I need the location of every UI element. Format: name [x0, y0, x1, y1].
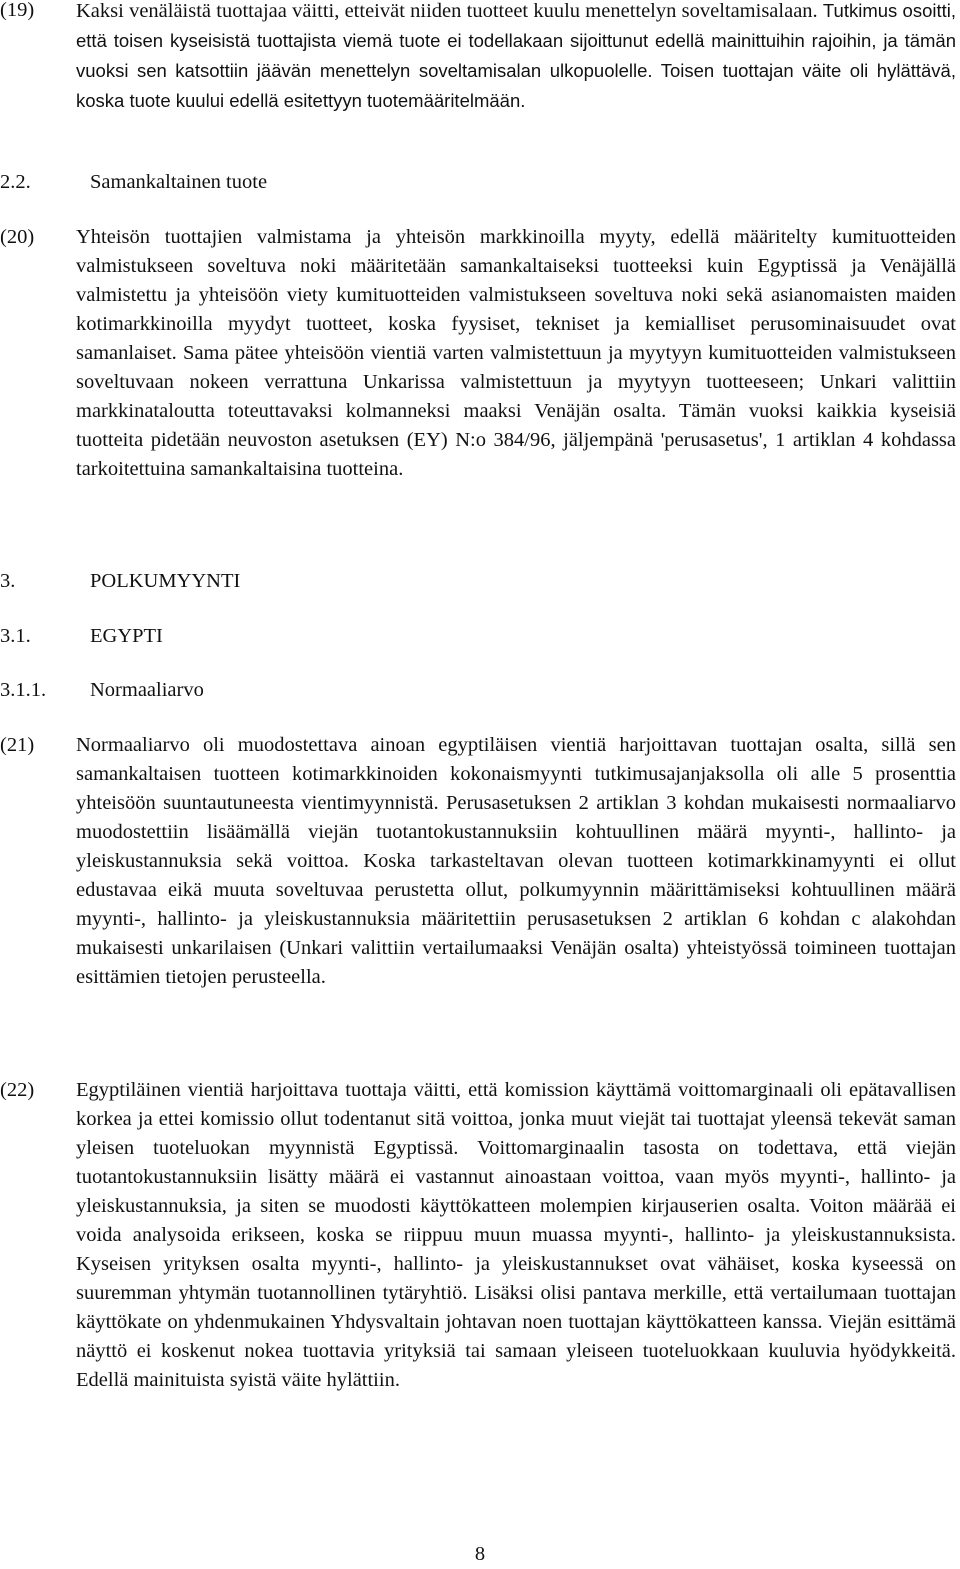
paragraph-19 [0, 0, 956, 116]
paragraph-number: (22) [0, 1079, 35, 1101]
section-heading-3-1 [0, 622, 956, 651]
section-number: 3.1. [0, 625, 31, 647]
paragraph-body: Egyptiläinen vientiä harjoittava tuottaja väitti, että komission käyttämä voittomarginaali oli epätavallisen korkea ja ettei komissio ollut todentanut sitä voittoa, jonka muut viejät tai tuottajat yleensä tekevät saman yleisen tuoteluokan myynnistä Egyptissä. Voittomarginaalin tasosta on todettava, että viejän tuotantokustannuksiin lisätty määrä ei vastannut ainoastaan voittoa, vaan myös myynti-, hallinto- ja yleiskustannuksia, ja siten se muodosti käyttökatteen molempien kirjauserien osalta. Voiton määrää ei voida analysoida erikseen, koska se riippuu muun muassa myynti-, hallinto- ja yleiskustannuksista. Kyseisen yrityksen osalta myynti-, hallinto- ja yleiskustannukset ovat vähäiset, koska kyseessä on suuremman yhtymän tuotannollinen tytäryhtiö. Lisäksi olisi pantava merkille, että vertailumaan tuottajan käyttökate on yhdenmukainen Yhdysvaltain johtavan noen tuottajan käyttökatteen kanssa. Viejän esittämä näyttö ei koskenut nokea tuottavia yrityksiä tai samaan yleiseen tuoteluokkaan kuuluvia hyödykkeitä. Edellä mainituista syistä väite hylättiin. [76, 1079, 956, 1391]
paragraph-number: (19) [0, 0, 35, 21]
paragraph-body [76, 0, 956, 116]
section-number: 3.1.1. [0, 679, 47, 701]
section-title: Normaaliarvo [90, 679, 204, 701]
paragraph-text: Kaksi venäläistä tuottajaa väitti, etteivät niiden tuotteet kuulu menettelyn soveltamisalaan. [76, 0, 823, 22]
section-heading-3-1-1 [0, 676, 956, 705]
paragraph-number: (21) [0, 734, 35, 756]
paragraph-body: Normaaliarvo oli muodostettava ainoan egyptiläisen vientiä harjoittavan tuottajan osalta, sillä sen samankaltaisen tuotteen kotimarkkinoiden kokonaismyynti tutkimusajanjaksolla oli alle 5 prosenttia yhteisöön suuntautuneesta vientimyynnistä. Perusasetuksen 2 artiklan 3 kohdan mukaisesti normaaliarvo muodostettiin lisäämällä viejän tuotantokustannuksiin kohtuullinen määrä myynti-, hallinto- ja yleiskustannuksia sekä voittoa. Koska tarkasteltavan olevan tuotteen kotimarkkinamyynti ei ollut edustavaa eikä muuta soveltuvaa perustetta ollut, polkumyynnin määrittämiseksi kohtuullinen määrä myynti-, hallinto- ja yleiskustannuksia määritettiin perusasetuksen 2 artiklan 6 kohdan c alakohdan mukaisesti unkarilaisen (Unkari valittiin vertailumaaksi Venäjän osalta) yhteistyössä toimineen tuottajan esittämien tietojen perusteella. [76, 734, 956, 988]
paragraph-21 [0, 731, 956, 992]
section-number: 2.2. [0, 171, 31, 193]
section-title: Samankaltainen tuote [90, 171, 268, 193]
section-heading-2-2 [0, 168, 956, 197]
paragraph-20 [0, 223, 956, 484]
paragraph-text-sans: Tutkimus osoitti, että toisen kyseisistä tuottajista viemä tuote ei todellakaan sijoittunut edellä mainittuihin rajoihin, ja tämän vuoksi sen katsottiin jäävän menettelyn soveltamisalan ulkopuolelle. Toisen tuottajan väite oli hylättävä, koska tuote kuului edellä esitettyyn tuotemääritelmään. [76, 0, 956, 111]
paragraph-number: (20) [0, 226, 35, 248]
page-number: 8 [474, 1543, 486, 1565]
section-number: 3. [0, 570, 16, 592]
section-title: POLKUMYYNTI [90, 570, 241, 592]
section-heading-3 [0, 567, 956, 596]
paragraph-22 [0, 1076, 956, 1395]
paragraph-body: Yhteisön tuottajien valmistama ja yhteisön markkinoilla myyty, edellä määritelty kumituotteiden valmistukseen soveltuva noki määritetään samankaltaiseksi tuotteeksi kuin Egyptissä ja Venäjällä valmistettu ja yhteisöön viety kumituotteiden valmistukseen soveltuva noki sekä asianomaisten maiden kotimarkkinoilla myydyt tuotteet, koska fyysiset, tekniset ja kemialliset perusominaisuudet ovat samanlaiset. Sama pätee yhteisöön vientiä varten valmistettuun ja myytyyn kumituotteiden valmistukseen soveltuvaan nokeen verrattuna Unkarissa valmistettuun ja myytyyn tuotteeseen; Unkari valittiin markkinataloutta toteuttavaksi kolmanneksi maaksi Venäjän osalta. Tämän vuoksi kaikkia kyseisiä tuotteita pidetään neuvoston asetuksen (EY) N:o 384/96, jäljempänä 'perusasetus', 1 artiklan 4 kohdassa tarkoitettuina samankaltaisina tuotteina. [76, 226, 956, 480]
section-title: EGYPTI [90, 625, 163, 647]
